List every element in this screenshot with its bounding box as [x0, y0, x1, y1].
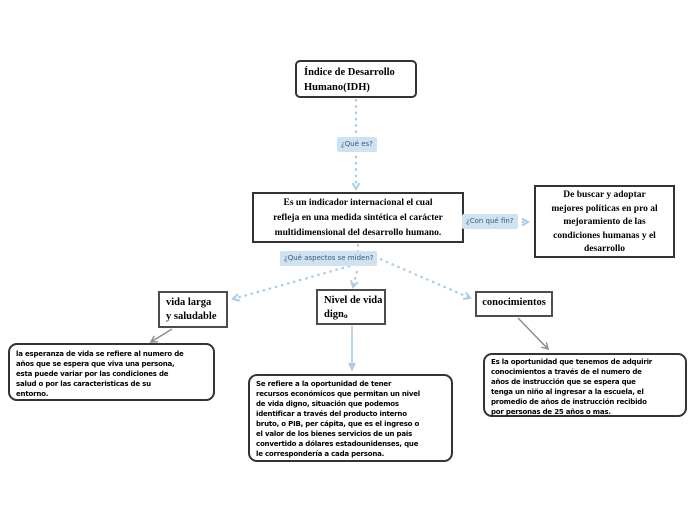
edge-label-con-que-fin: ¿Con qué fin? — [462, 214, 518, 229]
node-purpose-line: De buscar y adoptar — [563, 190, 646, 200]
node-aspect-nivel-vida — [316, 289, 386, 325]
node-detail-esperanza-line: la esperanza de vida se refiere al numero de — [16, 350, 184, 358]
node-aspect-vida-larga-line: y saludable — [166, 311, 217, 322]
connector-aspects-to-nivel-vida — [353, 271, 357, 287]
node-detail-pib-line: Se refiere a la oportunidad de tener — [256, 380, 392, 388]
node-detail-pib-line: recursos económicos que permitan un nivel — [256, 390, 420, 398]
node-aspect-conocimientos-label: conocimientos — [482, 297, 546, 308]
node-definition-line: refleja en una medida sintética el carácter — [273, 213, 443, 223]
node-idh-root-line: Índice de Desarrollo — [304, 67, 395, 78]
node-detail-pib-line: convertido a dólares estadounidenses, que — [256, 440, 419, 448]
node-purpose-line: mejoramiento de las — [563, 217, 646, 227]
node-detail-conocimientos — [483, 353, 687, 417]
connector-aspects-to-conocimientos — [380, 259, 470, 298]
node-idh-root — [295, 60, 417, 98]
node-detail-conocimientos-line: conocimientos a través de el numero de — [491, 368, 642, 376]
node-purpose-line: condiciones humanas y el — [553, 230, 656, 241]
node-idh-root-line: Humano(IDH) — [304, 82, 370, 93]
node-detail-nivel-vida-pib — [248, 374, 453, 462]
node-aspect-nivel-vida-line2-sub: o — [343, 311, 348, 320]
node-aspect-vida-larga — [158, 291, 228, 328]
node-detail-pib-line: de vida digno, situación que podemos — [256, 400, 399, 408]
node-detail-pib-line: le correspondería a cada persona. — [256, 450, 385, 458]
node-purpose-line: desarrollo — [584, 244, 625, 254]
connector-conocimientos-to-detail — [518, 318, 548, 349]
node-detail-esperanza-line: entorno. — [16, 390, 49, 398]
node-detail-conocimientos-line: tenga un niño al ingresar a la escuela, el — [491, 388, 644, 396]
connector-vida-larga-to-detail — [151, 329, 172, 342]
node-detail-pib-line: bruto, o PIB, per cápita, que es el ingreso o — [256, 420, 420, 428]
node-definition-line: Es un indicador internacional el cual — [283, 198, 433, 208]
node-detail-esperanza-line: salud o por las caracteristicas de su — [16, 380, 151, 388]
node-aspect-conocimientos — [475, 291, 553, 317]
node-aspect-nivel-vida-line1: Nivel de vida — [324, 295, 383, 306]
node-aspect-nivel-vida-line2-main: dign — [324, 309, 344, 320]
node-aspect-vida-larga-line: vida larga — [166, 297, 212, 308]
node-detail-conocimientos-line: Es la oportunidad que tenemos de adquirir — [491, 358, 653, 366]
edge-label-que-es: ¿Qué es? — [337, 137, 377, 152]
node-definition — [252, 192, 464, 243]
node-aspect-nivel-vida-line2 — [324, 308, 384, 322]
node-detail-pib-line: identificar a través del producto interno — [256, 410, 407, 418]
node-definition-line: multidimensional del desarrollo humano. — [274, 228, 442, 238]
node-purpose — [534, 185, 675, 258]
node-detail-esperanza-line: esta puede variar por las condiciones de — [16, 370, 169, 378]
node-purpose-line: mejores políticas en pro al — [551, 203, 658, 214]
node-detail-conocimientos-line: promedio de años de instrucción recibido — [491, 398, 647, 406]
edge-label-que-aspectos: ¿Qué aspectos se miden? — [280, 251, 377, 266]
node-detail-conocimientos-line: por personas de 25 años o mas. — [491, 408, 611, 416]
node-detail-conocimientos-line: años de instrucción que se espera que — [491, 378, 636, 386]
node-detail-esperanza-de-vida — [8, 343, 215, 401]
node-detail-esperanza-line: años que se espera que viva una persona, — [16, 360, 175, 368]
node-detail-pib-line: el valor de los bienes servicios de un pais — [256, 430, 413, 438]
